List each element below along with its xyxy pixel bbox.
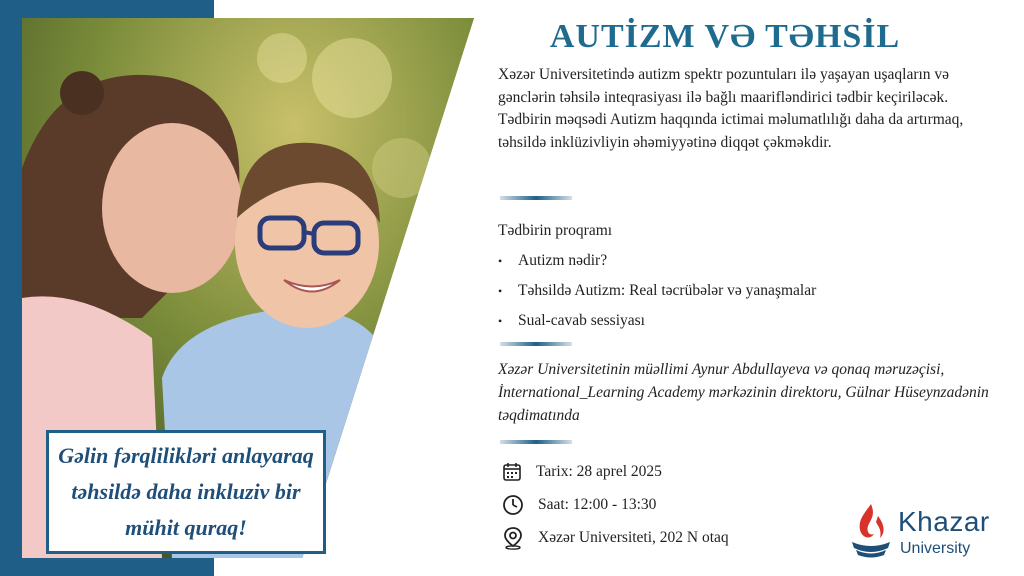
program-list <box>498 250 816 340</box>
location-row <box>502 526 729 550</box>
date-row <box>502 462 662 482</box>
location-pin-icon <box>502 526 524 550</box>
logo-flame-icon <box>848 502 894 560</box>
date-text: Tarix: 28 aprel 2025 <box>536 463 662 480</box>
quote-text: Gəlin fərqlilikləri anlayaraq təhsildə daha inkluziv bir mühit quraq! <box>58 443 314 540</box>
clock-icon <box>502 494 524 516</box>
khazar-logo <box>848 502 1008 562</box>
logo-subtitle: University <box>900 540 971 557</box>
time-row <box>502 494 656 516</box>
program-item: • Təhsildə Autizm: Real təcrübələr və yanaşmalar <box>498 280 816 310</box>
divider <box>500 342 572 346</box>
page-title: AUTİZM VƏ TƏHSİL <box>549 18 901 55</box>
time-text: Saat: 12:00 - 13:30 <box>538 496 657 513</box>
quote-box <box>46 430 326 554</box>
location-text: Xəzər Universiteti, 202 N otaq <box>538 529 729 546</box>
intro-paragraph: Xəzər Universitetində autizm spektr pozuntuları ilə yaşayan uşaqların və gənclərin təhsilə inteqrasiyası ilə bağlı maarifləndirici tədbir keçiriləcək. Tədbirin məqsədi Autizm haqqında ictimai məlumatlılığı daha da artırmaq, təhsildə inklüzivliyin əhəmiyyətinə diqqət çəkməkdir. <box>498 66 964 151</box>
calendar-icon <box>502 462 522 482</box>
program-item: • Sual-cavab sessiyası <box>498 310 816 340</box>
divider <box>500 440 572 444</box>
logo-name: Khazar <box>898 506 990 537</box>
divider <box>500 196 572 200</box>
program-item: • Autizm nədir? <box>498 250 816 280</box>
program-title: Tədbirin proqramı <box>498 222 613 239</box>
speakers-text: Xəzər Universitetinin müəllimi Aynur Abdullayeva və qonaq məruzəçisi, İnternational_Learning Academy mərkəzinin direktoru, Gülnar Hüseynzadənin təqdimatında <box>498 361 989 424</box>
